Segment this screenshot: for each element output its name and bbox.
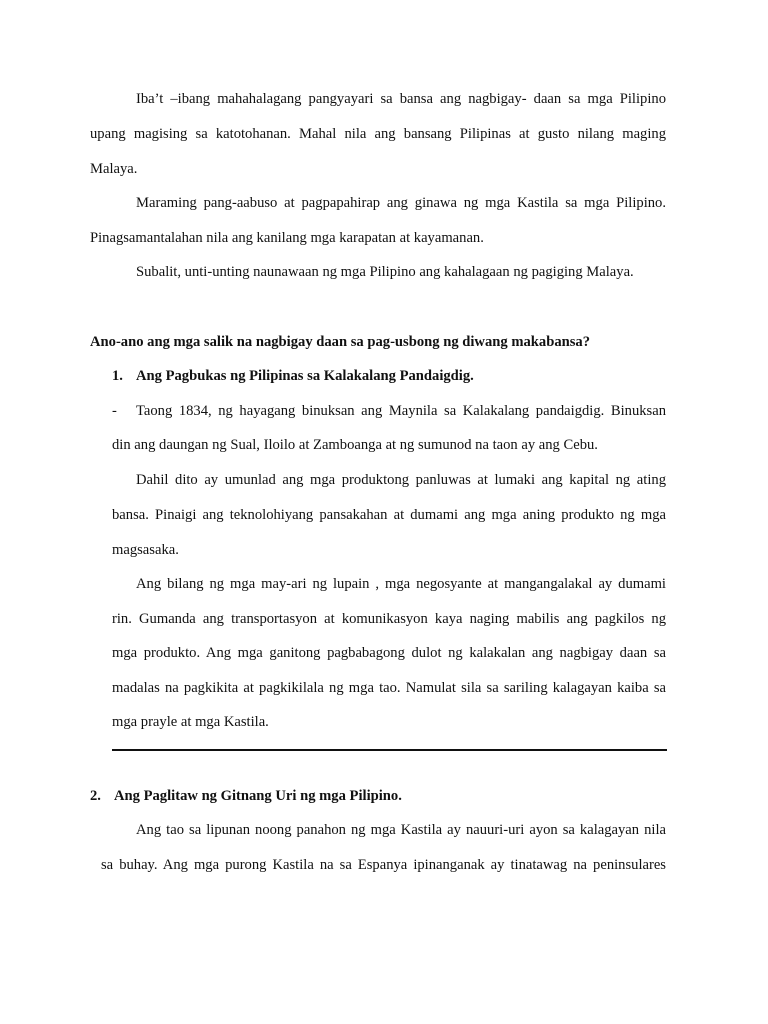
item1-para-a-line-3: magsasaka. — [112, 542, 179, 558]
item1-bullet-line-1: Taong 1834, ng hayagang binuksan ang Maynila sa Kalakalang pandaigdig. Binuksan — [136, 403, 666, 419]
item1-bullet-line-2: din ang daungan ng Sual, Iloilo at Zamboanga at ng sumunod na taon ay ang Cebu. — [112, 437, 598, 453]
intro-line-2: upang magising sa katotohanan. Mahal nila ang bansang Pilipinas at gusto nilang maging — [90, 126, 666, 142]
item1-para-a-line-2: bansa. Pinaigi ang teknolohiyang pansakahan at dumami ang mga aning produkto ng mga — [112, 507, 666, 523]
item1-para-b-line-4: madalas na pagkikita at pagkikilala ng mga tao. Namulat sila sa sariling kalagayan kaiba sa — [112, 680, 666, 696]
item1-title: Ang Pagbukas ng Pilipinas sa Kalakalang Pandaigdig. — [136, 368, 474, 384]
realize-line: Subalit, unti-unting naunawaan ng mga Pilipino ang kahalagaan ng pagiging Malaya. — [136, 264, 634, 280]
item1-para-b-line-2: rin. Gumanda ang transportasyon at komunikasyon kaya naging mabilis ang pagkilos ng — [112, 611, 666, 627]
section-divider — [112, 749, 667, 751]
intro-line-1: Iba’t –ibang mahahalagang pangyayari sa bansa ang nagbigay- daan sa mga Pilipino — [136, 91, 666, 107]
item2-number: 2. — [90, 788, 101, 804]
item2-para-line-1: Ang tao sa lipunan noong panahon ng mga Kastila ay nauuri-uri ayon sa kalagayan nila — [136, 822, 666, 838]
abuse-line-2: Pinagsamantalahan nila ang kanilang mga karapatan at kayamanan. — [90, 230, 484, 246]
item1-para-b-line-1: Ang bilang ng mga may-ari ng lupain , mga negosyante at mangangalakal ay dumami — [136, 576, 666, 592]
item2-title: Ang Paglitaw ng Gitnang Uri ng mga Pilipino. — [114, 788, 402, 804]
abuse-line-1: Maraming pang-aabuso at pagpapahirap ang ginawa ng mga Kastila sa mga Pilipino. — [136, 195, 666, 211]
item1-para-b-line-3: mga produkto. Ang mga ganitong pagbabagong dulot ng kalakalan ang nagbigay daan sa — [112, 645, 666, 661]
intro-line-3: Malaya. — [90, 161, 138, 177]
item1-para-b-line-5: mga prayle at mga Kastila. — [112, 714, 269, 730]
item1-para-a-line-1: Dahil dito ay umunlad ang mga produktong panluwas at lumaki ang kapital ng ating — [136, 472, 666, 488]
item1-dash: - — [112, 403, 117, 419]
item2-para-line-2: sa buhay. Ang mga purong Kastila na sa Espanya ipinanganak ay tinatawag na peninsulares — [101, 857, 666, 873]
item1-number: 1. — [112, 368, 123, 384]
question-heading: Ano-ano ang mga salik na nagbigay daan sa pag-usbong ng diwang makabansa? — [90, 334, 590, 350]
